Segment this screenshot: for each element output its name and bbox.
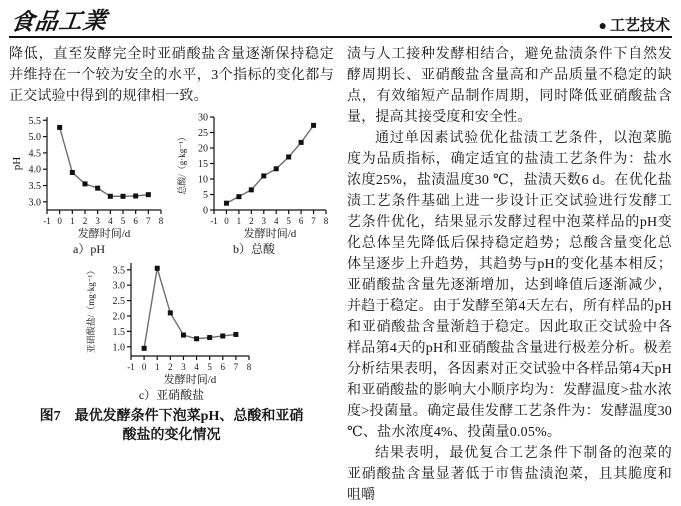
data-point [220,333,225,338]
y-tick-label: 3.0 [28,197,41,209]
section-title: 工艺技术 [609,17,670,34]
x-tick-label: 5 [206,362,212,372]
y-tick-label: 0 [203,205,208,217]
data-series-line [60,127,149,196]
y-tick-label: 3.5 [28,181,41,193]
x-tick-label: 1 [70,216,75,226]
x-tick-label: 2 [167,362,173,372]
data-point [95,186,100,191]
x-tick-label: 8 [323,216,329,226]
paragraph-2: 通过单因素试验优化盐渍工艺条件，以泡菜脆度为品质指标，确定适宜的盐渍工艺条件为：盐水浓度25%，盐渍温度30 ℃，盐渍天数6 d。在优化盐渍工艺条件基础上进一步设计正交试验进行发酵工艺条件优化，结果显示发酵过程中泡菜样品的pH变化总体呈先降低后保持稳定趋势；总酸含量变化总体呈逐步上升趋势，其趋势与pH的变化基本相反；亚硝酸盐含量先逐渐增加，达到峰值后逐渐减少，并趋于稳定。由于发酵至第4天左右，所有样品的pH和亚硝酸盐含量渐趋于稳定。因此取正交试验中各样品第4天的pH和亚硝酸盐含量进行极差分析。极差分析结果表明，各因素对正交试验中各样品第4天pH和亚硝酸盐的影响大小顺序均为：发酵温度>盐水浓度>投菌量。确定最佳发酵工艺条件为：发酵温度30 ℃、盐水浓度4%、投菌量0.05%。 [347,131,672,440]
paragraph-1: 渍与人工接种发酵相结合，避免盐渍条件下自然发酵周期长、亚硝酸盐含量高和产品质量不稳定的缺点，有效缩短产品制作周期，同时降低亚硝酸盐含量，提高其接受度和安全性。 [347,47,672,125]
data-point [180,333,185,338]
data-point [108,194,113,199]
y-axis-label: pH [11,156,23,171]
chart-row-top [9,110,334,256]
x-tick-label: -1 [210,216,218,226]
nitrite-plot [83,256,261,388]
x-tick-label: 1 [236,216,242,226]
data-point [141,346,146,351]
x-tick-label: 0 [224,216,229,226]
x-tick-label: 2 [82,216,88,226]
y-tick-label: 1.0 [112,342,125,354]
y-tick-label: 5.5 [28,115,41,127]
x-tick-label: 8 [246,362,251,372]
x-tick-label: 3 [180,362,186,372]
figure-7 [9,110,334,445]
subplot-label-b: b）总酸 [232,242,275,256]
two-column-body [9,44,672,506]
y-tick-label: 30 [198,112,208,124]
continuation-paragraph: 降低，直至发酵完全时亚硝酸盐含量逐渐保持稳定并维持在一个较为安全的水平，3个指标的变化都与正交试验中得到的规律相一致。 [9,47,334,104]
x-tick-label: 4 [273,216,279,226]
section-bullet-icon: ● [598,17,607,33]
x-tick-label: 2 [249,216,254,226]
y-tick-label: 25 [198,128,208,139]
x-tick-label: 3 [261,216,267,226]
x-tick-label: -1 [43,216,51,226]
data-point [146,192,151,197]
data-point [233,332,238,337]
data-point [249,187,254,192]
y-tick-label: 4.5 [28,148,41,160]
y-tick-label: 1.5 [112,326,125,338]
x-tick-label: 7 [311,216,316,226]
data-series-line [226,125,313,203]
ph-plot [9,110,169,242]
data-point [70,170,75,175]
data-point [194,336,199,341]
y-tick-label: 20 [198,143,208,155]
x-tick-label: 7 [146,216,151,226]
data-point [286,154,291,159]
x-tick-label: 1 [154,362,159,372]
data-point [154,266,159,271]
data-point [83,181,88,186]
y-tick-label: 5 [203,190,208,201]
y-tick-label: 3.5 [112,265,125,277]
y-tick-label: 2.5 [112,296,125,308]
y-tick-label: 2.0 [112,311,125,323]
chart-nitrite [83,256,261,402]
left-column [9,44,334,506]
subplot-label-c: c）亚硝酸盐 [138,388,205,402]
data-point [236,194,241,199]
data-point [167,310,172,315]
chart-total-acid [174,110,334,256]
chart-row-bottom [9,256,334,402]
data-point [261,173,266,178]
chart-ph [9,110,169,256]
x-tick-label: 5 [286,216,291,226]
paragraph-3: 结果表明，最优复合工艺条件下制备的泡菜的亚硝酸盐含量显著低于市售盐渍泡菜，且其脆度和咀嚼 [347,446,672,503]
x-tick-label: 3 [95,216,100,226]
data-point [311,123,316,128]
data-point [274,166,279,171]
y-axis-label: 总酸/（g·kg⁻¹） [177,132,187,195]
right-column [347,44,672,506]
subplot-label-a: a）pH [73,242,105,256]
x-axis-label: 发酵时间/d [163,374,216,386]
x-tick-label: 4 [108,216,113,226]
y-tick-label: 10 [198,174,208,186]
x-tick-label: 6 [298,216,304,226]
y-axis-label: 亚硝酸盐/（mg·kg⁻¹） [85,265,96,354]
y-tick-label: 15 [198,159,208,170]
page-header [9,5,672,38]
x-tick-label: 0 [141,362,146,372]
x-tick-label: 5 [120,216,126,226]
data-point [207,335,212,340]
x-tick-label: -1 [126,362,135,372]
x-tick-label: 7 [233,362,238,372]
figure-caption: 图7 最优发酵条件下泡菜pH、总酸和亚硝酸盐的变化情况 [39,409,304,443]
x-tick-label: 6 [220,362,225,372]
y-tick-label: 5.0 [28,132,41,144]
x-tick-label: 0 [57,216,62,226]
x-tick-label: 8 [158,216,164,226]
total-acid-plot [174,110,334,242]
data-point [121,194,126,199]
x-tick-label: 4 [193,362,199,372]
data-point [299,140,304,145]
x-axis-label: 发酵时间/d [77,228,131,240]
data-point [133,193,138,198]
y-tick-label: 3.0 [112,280,125,292]
journal-logo: 食品工業 [9,8,109,35]
x-axis-label: 发酵时间/d [243,228,297,240]
y-tick-label: 4.0 [28,164,41,176]
section-heading [599,18,670,33]
x-tick-label: 6 [133,216,138,226]
data-point [57,125,62,130]
data-point [224,201,229,206]
